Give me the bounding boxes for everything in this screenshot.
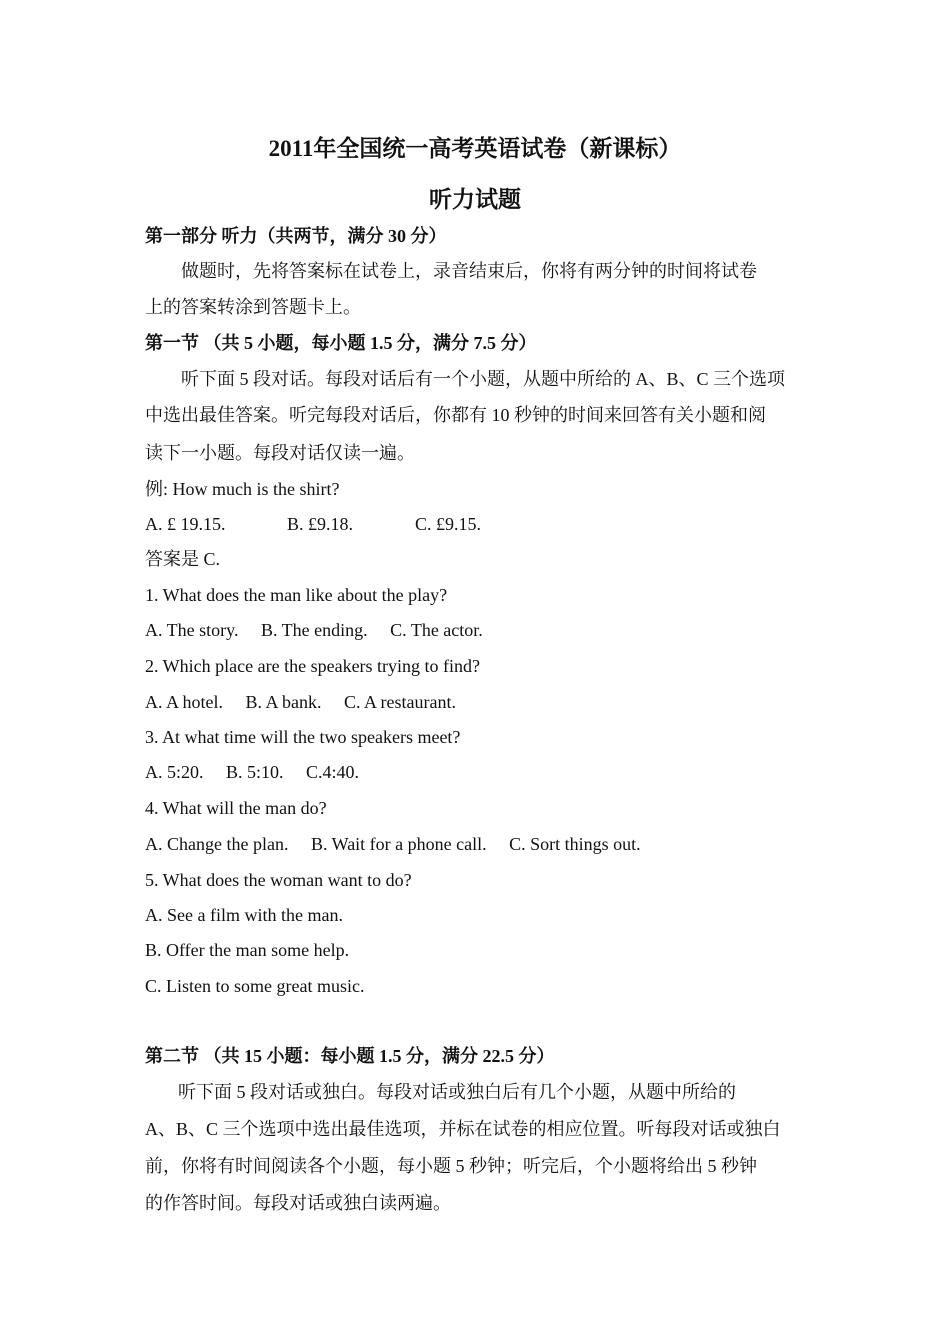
part1-instruction-line: 做题时，先将答案标在试卷上，录音结束后，你将有两分钟的时间将试卷 — [181, 261, 757, 281]
question-text: 4. What will the man do? — [145, 798, 327, 818]
part1-heading: 第一部分 听力（共两节，满分 30 分） — [145, 226, 447, 246]
question-option: C. Listen to some great music. — [145, 976, 365, 996]
question-text: 3. At what time will the two speakers meet? — [145, 727, 461, 747]
question-options: A. A hotel. B. A bank. C. A restaurant. — [145, 692, 456, 712]
section2-heading: 第二节 （共 15 小题：每小题 1.5 分，满分 22.5 分） — [145, 1046, 555, 1066]
section2-instruction-line: A、B、C 三个选项中选出最佳选项，并标在试卷的相应位置。听每段对话或独白 — [145, 1119, 781, 1139]
section2-instruction-line: 听下面 5 段对话或独白。每段对话或独白后有几个小题，从题中所给的 — [178, 1082, 736, 1102]
question-options: A. 5:20. B. 5:10. C.4:40. — [145, 762, 360, 782]
document-subtitle: 听力试题 — [429, 187, 521, 212]
question-text: 5. What does the woman want to do? — [145, 870, 412, 890]
question-text: 2. Which place are the speakers trying to find? — [145, 656, 481, 676]
example-option-a: A. £ 19.15. — [145, 514, 226, 534]
section1-instruction-line: 中选出最佳答案。听完每段对话后，你都有 10 秒钟的时间来回答有关小题和阅 — [145, 405, 766, 425]
question-text: 1. What does the man like about the play? — [145, 585, 448, 605]
question-option: B. Offer the man some help. — [145, 940, 350, 960]
section1-heading: 第一节 （共 5 小题，每小题 1.5 分，满分 7.5 分） — [145, 333, 537, 353]
example-option-c: C. £9.15. — [415, 514, 482, 534]
section2-instruction-line: 的作答时间。每段对话或独白读两遍。 — [145, 1193, 451, 1213]
question-options: A. The story. B. The ending. C. The actor. — [145, 620, 483, 640]
example-question: 例: How much is the shirt? — [145, 479, 340, 499]
section2-instruction-line: 前，你将有时间阅读各个小题，每小题 5 秒钟；听完后，个小题将给出 5 秒钟 — [145, 1156, 757, 1176]
question-option: A. See a film with the man. — [145, 905, 343, 925]
document-title: 2011年全国统一高考英语试卷（新课标） — [268, 136, 682, 161]
question-options: A. Change the plan. B. Wait for a phone call. C. Sort things out. — [145, 834, 641, 854]
example-option-b: B. £9.18. — [287, 514, 354, 534]
part1-instruction-line: 上的答案转涂到答题卡上。 — [145, 297, 361, 317]
example-answer: 答案是 C. — [145, 549, 221, 569]
section1-instruction-line: 读下一小题。每段对话仅读一遍。 — [145, 443, 415, 463]
section1-instruction-line: 听下面 5 段对话。每段对话后有一个小题，从题中所给的 A、B、C 三个选项 — [181, 369, 786, 389]
